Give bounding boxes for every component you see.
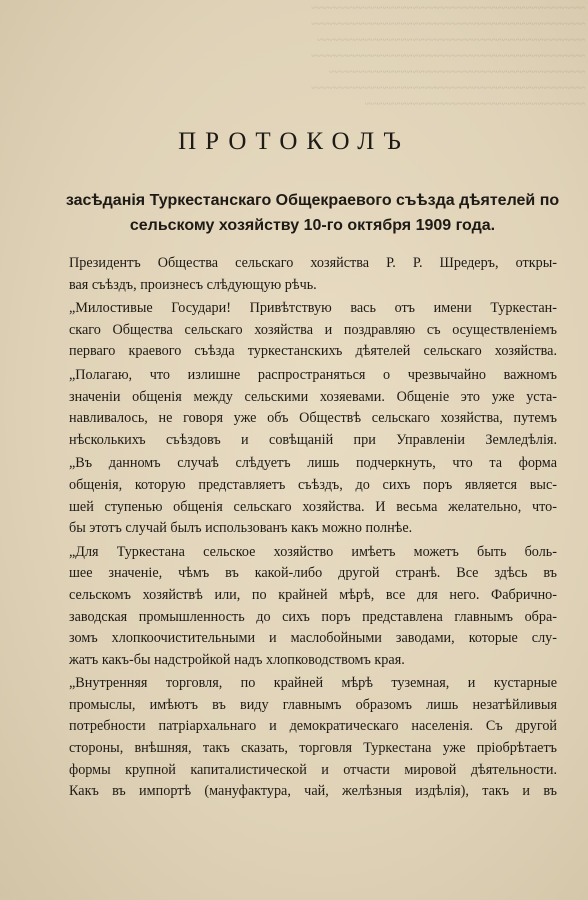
text-line: заводская промышленность до сихъ поръ представлена главнымъ обра-	[69, 608, 557, 625]
text-line: „Въ данномъ случаѣ слѣдуетъ лишь подчеркнуть, что та форма	[69, 455, 557, 472]
text-line: стороны, внѣшняя, такъ сказать, торговля Туркестана уже пріобрѣтаетъ	[69, 740, 557, 757]
text-line: Президентъ Общества сельскаго хозяйства Р. Р. Шредеръ, откры-	[69, 255, 557, 271]
text-line: зомъ хлопкоочистительными и маслобойными заводами, которые слу-	[69, 630, 557, 647]
text-line: „Милостивые Государи! Привѣтствую вась отъ имени Туркестан-	[69, 300, 557, 317]
text-line: сельскомъ хозяйствѣ или, по крайней мѣрѣ, все для него. Фабрично-	[69, 586, 557, 603]
paragraph	[69, 673, 557, 803]
text-line: значеніи общенія между сельскими хозяевами. Общеніе это уже уста-	[69, 388, 557, 405]
text-line: „Полагаю, что излишне распространяться о чрезвычайно важномъ	[69, 366, 557, 383]
paragraph	[69, 542, 557, 672]
text-line: навливалось, не говоря уже объ Обществѣ сельскаго хозяйства, путемъ	[69, 410, 557, 427]
text-line: скаго Общества сельскаго хозяйства и поздравляю съ осуществленіемъ	[69, 321, 557, 338]
text-line: Какъ въ импортѣ (мануфактура, чай, желѣзныя издѣлія), такъ и въ	[69, 783, 557, 800]
paragraph	[69, 253, 557, 296]
text-line: общенія, которую представляетъ съѣздъ, до сихъ поръ является выс-	[69, 476, 557, 493]
text-line: промыслы, имѣютъ въ виду главнымъ образомъ лишь незатѣйливыя	[69, 696, 557, 713]
text-line: перваго краевого съѣзда туркестанскихъ дѣятелей сельскаго хозяйства.	[69, 343, 557, 360]
paragraph	[69, 298, 557, 363]
text-line: шей ступенью общенія сельскаго хозяйства. И весьма желательно, что-	[69, 498, 557, 515]
document-subtitle	[60, 188, 565, 238]
text-line: нѣсколькихъ съѣздовъ и совѣщаній при Управленіи Земледѣлія.	[69, 431, 557, 448]
subtitle-line: засѣданія Туркестанскаго Общекраевого съѣзда дѣятелей по	[65, 192, 560, 209]
text-line: потребности патріархальнаго и демократическаго населенія. Съ другой	[69, 718, 557, 735]
subtitle-line: сельскому хозяйству 10-го октября 1909 года.	[129, 217, 496, 234]
document-body	[69, 253, 557, 805]
paragraph	[69, 365, 557, 451]
text-line: „Внутренняя торговля, по крайней мѣрѣ туземная, и кустарные	[69, 675, 557, 692]
document-title: ПРОТОКОЛЪ	[178, 128, 410, 155]
bleed-through-text: ~~~~~~~~~~~~~~~~~~~~~~~~~~~~~~~~~~~~~~~~~~~~~~ ~~~~~~~~~~~~~~~~~~~~~~~~~~~~~~~~~~~~~~~~~~~~~~ ~~~~~~~~~~~~~~~~~~~~~~~~~~~~~~~~~~~~~~~~~~~~~ ~~~~~~~~~~~~~~~~~~~~~~~~~~~~~~~~~~~~~~~~~~~~~~ ~~~~~~~~~~~~~~~~~~~~~~~~~~~~~~~~~~~~~~~~~~~ ~~~~~~~~~~~~~~~~~~~~~~~~~~~~~~~~~~~~~~~~~~~~~~ ~~~~~~~~~~~~~~~~~~~~~~~~~~~~~~~~~~~~~	[311, 2, 585, 110]
text-line: формы крупной капиталистической и отчасти мировой дѣятельности.	[69, 761, 557, 778]
text-line: „Для Туркестана сельское хозяйство имѣетъ можетъ быть боль-	[69, 543, 557, 560]
text-line: шее значеніе, чѣмъ въ какой-либо другой странѣ. Все здѣсь въ	[69, 565, 557, 582]
text-line: жатъ какъ-бы надстройкой надъ хлопководствомъ края.	[69, 651, 405, 668]
text-line: вая съѣздъ, произнесъ слѣдующую рѣчь.	[69, 276, 317, 293]
text-line: бы этотъ случай былъ использованъ какъ можно полнѣе.	[69, 520, 413, 537]
paragraph	[69, 453, 557, 539]
